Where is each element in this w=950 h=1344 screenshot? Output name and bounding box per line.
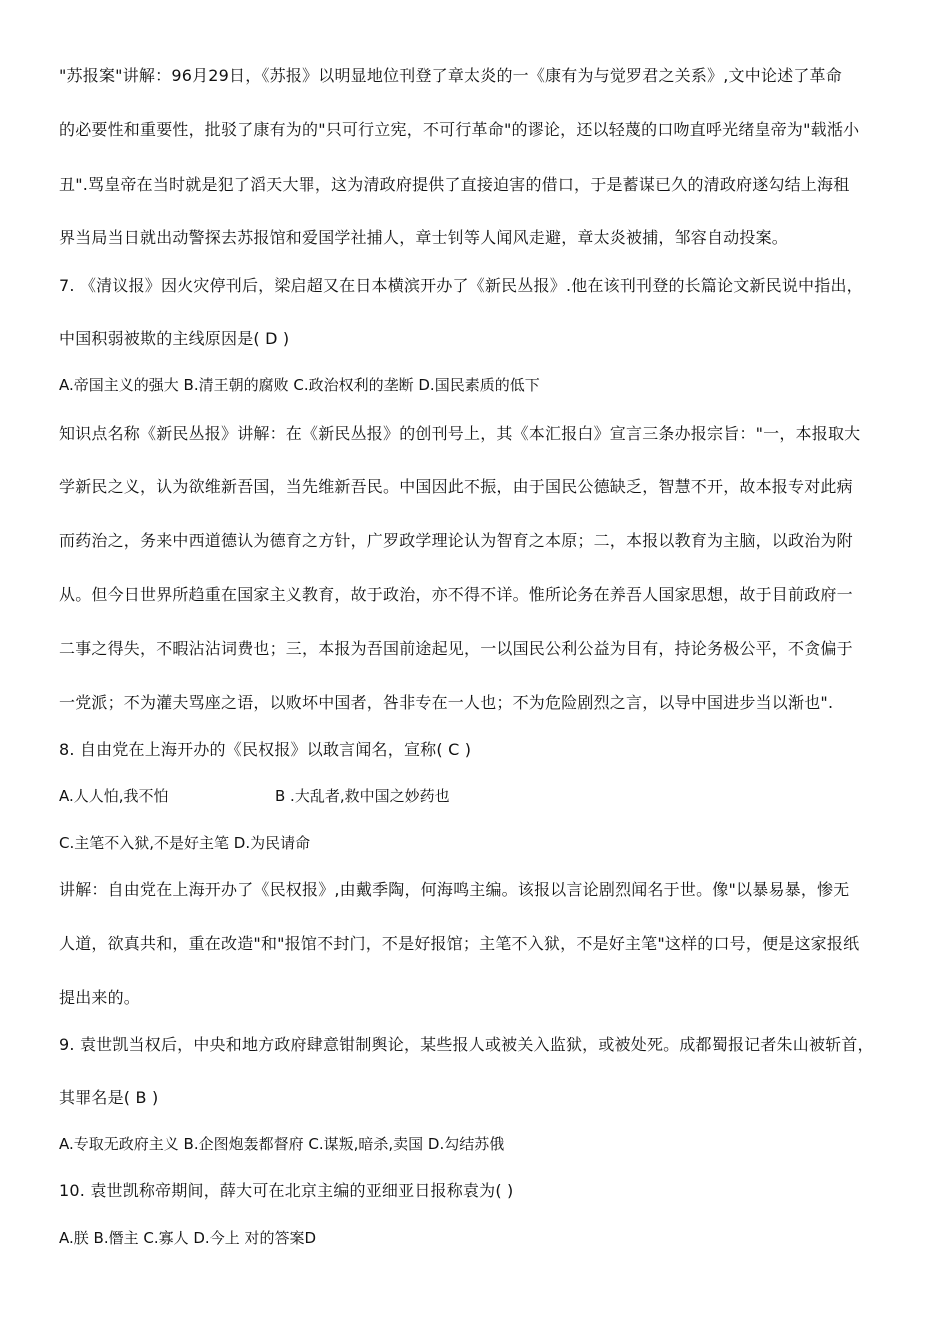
explanation-line-5: 二事之得失，不暇沾沾词费也；三，本报为吾国前途起见，一以国民公利公益为目有，持论务极公平，不贪偏于 bbox=[59, 639, 853, 658]
question-9-stem: 其罪名是( B ) bbox=[59, 1088, 159, 1107]
text-line-1: "苏报案"讲解：96月29日，《苏报》以明显地位刊登了章太炎的一《康有为与觉罗君之关系》,文中论述了革命 bbox=[59, 66, 842, 85]
question-9-options: A.专取无政府主义 B.企图炮轰都督府 C.谋叛,暗杀,卖国 D.勾结苏俄 bbox=[59, 1135, 505, 1153]
text-line-3: 丑".骂皇帝在当时就是犯了滔天大罪，这为清政府提供了直接迫害的借口，于是蓄谋已久的清政府遂勾结上海租 bbox=[59, 175, 850, 194]
explanation-line-6: 一党派；不为灌夫骂座之语，以败坏中国者，咎非专在一人也；不为危险剧烈之言，以导中国进步当以渐也". bbox=[59, 693, 834, 712]
question-8: 8. 自由党在上海开办的《民权报》以敢言闻名，宣称( C ) bbox=[59, 740, 472, 759]
text-line-2: 的必要性和重要性，批驳了康有为的"只可行立宪，不可行革命"的谬论，还以轻蔑的口吻直呼光绪皇帝为"载湉小 bbox=[59, 120, 860, 139]
question-8-option-b: B .大乱者,救中国之妙药也 bbox=[275, 787, 450, 805]
question-7: 7. 《清议报》因火灾停刊后，梁启超又在日本横滨开办了《新民丛报》.他在该刊刊登的长篇论文新民说中指出， bbox=[59, 276, 863, 295]
explanation-line-2: 学新民之义，认为欲维新吾国，当先维新吾民。中国因此不振，由于国民公德缺乏，智慧不开，故本报专对此病 bbox=[59, 477, 853, 496]
question-7-stem: 中国积弱被欺的主线原因是( D ) bbox=[59, 329, 290, 348]
explanation-line-3: 而药治之，务来中西道德认为德育之方针，广罗政学理论认为智育之本原；二，本报以教育为主脑，以政治为附 bbox=[59, 531, 853, 550]
explanation-line-4: 从。但今日世界所趋重在国家主义教育，故于政治，亦不得不详。惟所论务在养吾人国家思想，故于目前政府一 bbox=[59, 585, 853, 604]
text-line-4: 界当局当日就出动警探去苏报馆和爱国学社捕人，章士钊等人闻风走避，章太炎被捕，邹容自动投案。 bbox=[59, 228, 789, 247]
question-10: 10. 袁世凯称帝期间，薛大可在北京主编的亚细亚日报称袁为( ) bbox=[59, 1181, 514, 1200]
explanation-line-1: 知识点名称《新民丛报》讲解：在《新民丛报》的创刊号上，其《本汇报白》宣言三条办报宗旨："一，本报取大 bbox=[59, 424, 861, 443]
question-7-options: A.帝国主义的强大 B.清王朝的腐败 C.政治权利的垄断 D.国民素质的低下 bbox=[59, 376, 540, 394]
explanation-8-line-1: 讲解：自由党在上海开办了《民权报》,由戴季陶，何海鸣主编。该报以言论剧烈闻名于世。像"以暴易暴，惨无 bbox=[59, 880, 850, 899]
question-9: 9. 袁世凯当权后，中央和地方政府肆意钳制舆论，某些报人或被关入监狱，或被处死。成都蜀报记者朱山被斩首， bbox=[59, 1035, 874, 1054]
question-10-options: A.朕 B.僭主 C.寡人 D.今上 对的答案D bbox=[59, 1229, 317, 1247]
explanation-8-line-2: 人道，欲真共和，重在改造"和"报馆不封门，不是好报馆；主笔不入狱，不是好主笔"这样的口号，便是这家报纸 bbox=[59, 934, 860, 953]
question-8-option-a: A.人人怕,我不怕 bbox=[59, 787, 169, 805]
question-8-options-cd: C.主笔不入狱,不是好主笔 D.为民请命 bbox=[59, 834, 311, 852]
explanation-8-line-3: 提出来的。 bbox=[59, 988, 141, 1007]
